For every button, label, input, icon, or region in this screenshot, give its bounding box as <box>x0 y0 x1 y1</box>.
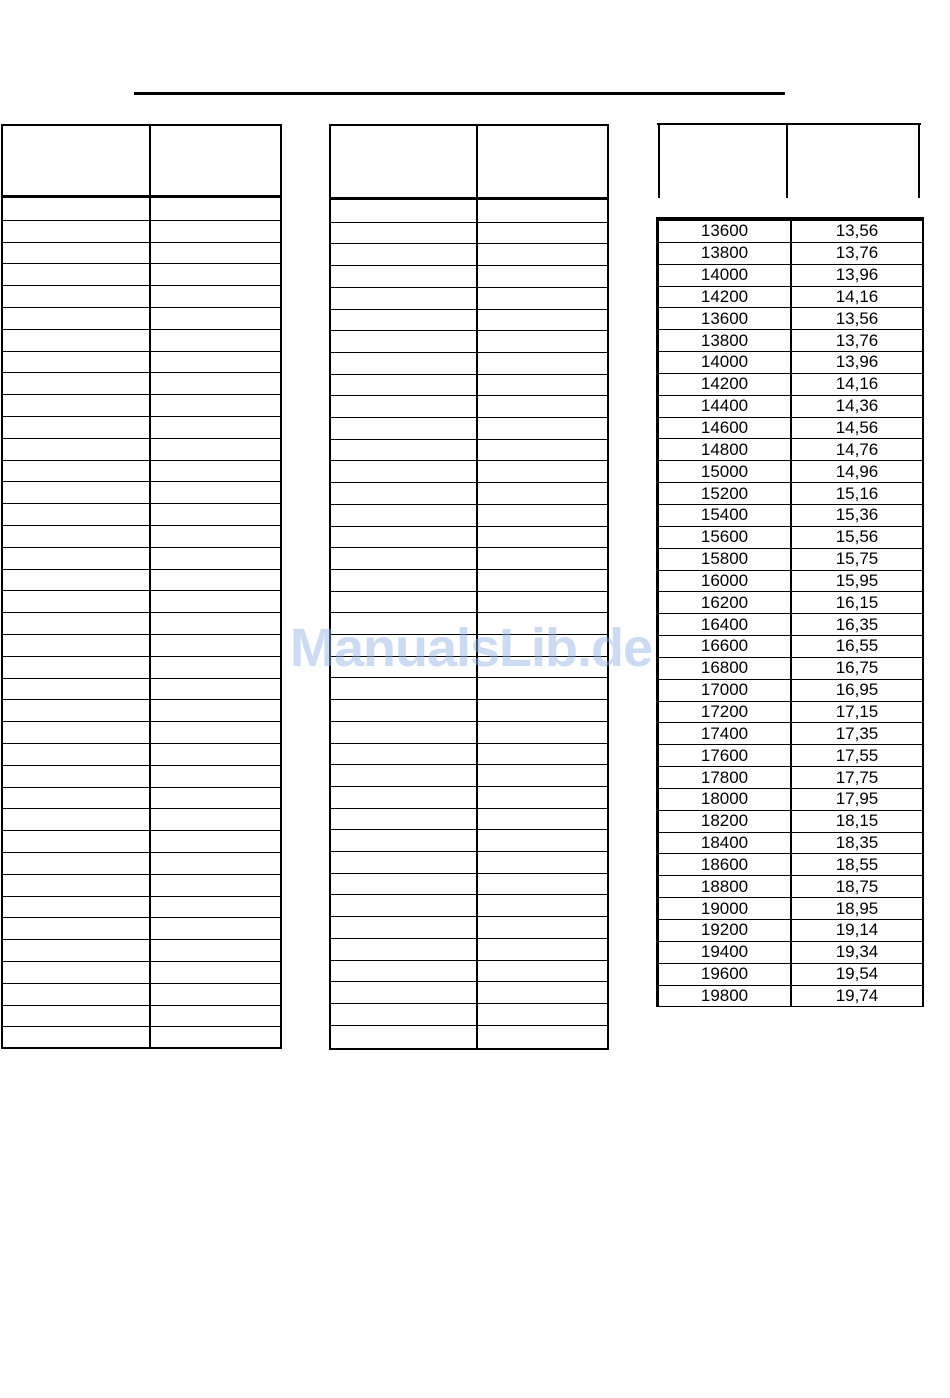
value-cell-a: 19600 <box>658 963 792 985</box>
value-cell-a: 16600 <box>658 636 792 658</box>
row-divider <box>3 394 280 395</box>
row-divider <box>331 1025 607 1026</box>
value-cell-b: 14,16 <box>791 286 923 308</box>
table-row <box>658 701 924 723</box>
value-cell-a: 15000 <box>658 461 792 483</box>
table-row <box>658 788 924 810</box>
row-divider <box>3 307 280 308</box>
row-divider <box>3 787 280 788</box>
value-cell-a: 17800 <box>658 767 792 789</box>
row-divider <box>331 916 607 917</box>
row-divider <box>331 851 607 852</box>
table-row <box>658 679 924 701</box>
right-table-header <box>657 123 921 198</box>
value-cell-a: 19400 <box>658 941 792 963</box>
value-cell-a: 14200 <box>658 286 792 308</box>
row-divider <box>331 460 607 461</box>
row-divider <box>331 938 607 939</box>
row-divider <box>331 374 607 375</box>
row-divider <box>3 939 280 940</box>
right-header-divider <box>918 125 920 198</box>
row-divider <box>331 743 607 744</box>
right-header-divider <box>786 125 788 198</box>
value-cell-a: 15400 <box>658 504 792 526</box>
value-cell-b: 19,74 <box>791 985 923 1007</box>
value-cell-a: 15200 <box>658 483 792 505</box>
row-divider <box>3 743 280 744</box>
row-divider <box>331 417 607 418</box>
value-cell-b: 13,76 <box>791 242 923 264</box>
row-divider <box>3 896 280 897</box>
row-divider <box>3 242 280 243</box>
row-divider <box>331 482 607 483</box>
row-divider <box>3 1026 280 1027</box>
row-divider <box>3 612 280 613</box>
table-row <box>658 614 924 636</box>
row-divider <box>3 547 280 548</box>
table-row <box>658 526 924 548</box>
value-cell-b: 14,76 <box>791 439 923 461</box>
value-cell-a: 13600 <box>658 308 792 330</box>
row-divider <box>331 243 607 244</box>
row-divider <box>3 678 280 679</box>
middle-empty-table <box>329 124 609 1050</box>
value-cell-a: 14000 <box>658 264 792 286</box>
row-divider <box>3 656 280 657</box>
value-cell-b: 14,36 <box>791 395 923 417</box>
row-divider <box>331 569 607 570</box>
row-divider <box>331 894 607 895</box>
table-row <box>658 941 924 963</box>
value-cell-a: 18200 <box>658 810 792 832</box>
row-divider <box>331 309 607 310</box>
row-divider <box>3 460 280 461</box>
table-row <box>658 308 924 330</box>
value-cell-b: 16,15 <box>791 592 923 614</box>
value-cell-a: 18000 <box>658 788 792 810</box>
row-divider <box>3 874 280 875</box>
row-divider <box>3 220 280 221</box>
value-cell-a: 17000 <box>658 679 792 701</box>
row-divider <box>331 764 607 765</box>
row-divider <box>331 591 607 592</box>
row-divider <box>331 699 607 700</box>
value-cell-a: 18800 <box>658 876 792 898</box>
value-cell-b: 13,96 <box>791 264 923 286</box>
value-cell-a: 16800 <box>658 657 792 679</box>
value-cell-a: 13800 <box>658 330 792 352</box>
value-cell-a: 16200 <box>658 592 792 614</box>
value-cell-b: 13,56 <box>791 308 923 330</box>
row-divider <box>331 873 607 874</box>
value-cell-b: 15,75 <box>791 548 923 570</box>
value-cell-b: 16,35 <box>791 614 923 636</box>
table-row <box>658 570 924 592</box>
row-divider <box>3 830 280 831</box>
value-cell-b: 19,14 <box>791 920 923 942</box>
row-divider <box>3 699 280 700</box>
table-row <box>658 810 924 832</box>
row-divider <box>3 569 280 570</box>
value-cell-b: 15,16 <box>791 483 923 505</box>
table-row <box>658 657 924 679</box>
row-divider <box>3 263 280 264</box>
row-divider <box>331 504 607 505</box>
row-divider <box>3 525 280 526</box>
header-divider <box>3 195 280 198</box>
value-cell-b: 14,56 <box>791 417 923 439</box>
value-cell-a: 19800 <box>658 985 792 1007</box>
table-row <box>658 439 924 461</box>
row-divider <box>331 829 607 830</box>
row-divider <box>3 351 280 352</box>
row-divider <box>3 765 280 766</box>
value-cell-b: 13,56 <box>791 219 923 242</box>
value-cell-b: 14,16 <box>791 373 923 395</box>
value-cell-b: 19,34 <box>791 941 923 963</box>
table-row <box>658 832 924 854</box>
table-row <box>658 395 924 417</box>
row-divider <box>3 438 280 439</box>
row-divider <box>3 590 280 591</box>
value-cell-a: 17600 <box>658 745 792 767</box>
table-row <box>658 264 924 286</box>
row-divider <box>331 287 607 288</box>
table-row <box>658 352 924 374</box>
value-cell-a: 15800 <box>658 548 792 570</box>
value-cell-b: 13,76 <box>791 330 923 352</box>
title-underline <box>134 92 785 95</box>
value-cell-a: 17400 <box>658 723 792 745</box>
table-row <box>658 483 924 505</box>
value-cell-b: 16,75 <box>791 657 923 679</box>
row-divider <box>3 416 280 417</box>
value-cell-b: 18,95 <box>791 898 923 920</box>
table-row <box>658 242 924 264</box>
table-row <box>658 723 924 745</box>
value-cell-b: 19,54 <box>791 963 923 985</box>
table-row <box>658 373 924 395</box>
value-cell-a: 15600 <box>658 526 792 548</box>
table-row <box>658 745 924 767</box>
table-row <box>658 854 924 876</box>
row-divider <box>331 330 607 331</box>
value-cell-b: 17,55 <box>791 745 923 767</box>
row-divider <box>3 634 280 635</box>
row-divider <box>3 808 280 809</box>
table-row <box>658 461 924 483</box>
row-divider <box>331 222 607 223</box>
row-divider <box>331 352 607 353</box>
table-row <box>658 985 924 1007</box>
value-cell-b: 15,95 <box>791 570 923 592</box>
table-row <box>658 592 924 614</box>
value-cell-a: 16000 <box>658 570 792 592</box>
right-data-table <box>656 217 924 1007</box>
value-cell-a: 13600 <box>658 219 792 242</box>
table-row <box>658 417 924 439</box>
value-cell-a: 17200 <box>658 701 792 723</box>
table-row <box>658 876 924 898</box>
table-row <box>658 548 924 570</box>
value-cell-b: 18,75 <box>791 876 923 898</box>
table-row <box>658 504 924 526</box>
table-row <box>658 963 924 985</box>
table-row <box>658 767 924 789</box>
row-divider <box>3 852 280 853</box>
value-cell-b: 18,35 <box>791 832 923 854</box>
right-header-divider <box>658 125 660 198</box>
row-divider <box>331 547 607 548</box>
row-divider <box>331 612 607 613</box>
row-divider <box>3 983 280 984</box>
value-cell-b: 14,96 <box>791 461 923 483</box>
row-divider <box>3 503 280 504</box>
row-divider <box>3 917 280 918</box>
value-cell-a: 14400 <box>658 395 792 417</box>
value-cell-a: 18400 <box>658 832 792 854</box>
value-cell-a: 14600 <box>658 417 792 439</box>
table-row <box>658 219 924 242</box>
header-divider <box>331 197 607 200</box>
value-cell-a: 14200 <box>658 373 792 395</box>
row-divider <box>3 372 280 373</box>
value-cell-b: 17,15 <box>791 701 923 723</box>
value-cell-b: 13,96 <box>791 352 923 374</box>
value-cell-b: 16,95 <box>791 679 923 701</box>
row-divider <box>331 960 607 961</box>
table-row <box>658 920 924 942</box>
table-row <box>658 330 924 352</box>
value-cell-b: 18,15 <box>791 810 923 832</box>
table-row <box>658 898 924 920</box>
value-cell-a: 18600 <box>658 854 792 876</box>
value-cell-b: 17,75 <box>791 767 923 789</box>
value-cell-b: 18,55 <box>791 854 923 876</box>
value-cell-a: 14000 <box>658 352 792 374</box>
row-divider <box>331 721 607 722</box>
row-divider <box>331 981 607 982</box>
value-cell-a: 19200 <box>658 920 792 942</box>
row-divider <box>331 526 607 527</box>
row-divider <box>3 285 280 286</box>
row-divider <box>3 329 280 330</box>
value-cell-a: 14800 <box>658 439 792 461</box>
value-cell-b: 16,55 <box>791 636 923 658</box>
value-cell-b: 15,36 <box>791 504 923 526</box>
value-cell-b: 17,95 <box>791 788 923 810</box>
row-divider <box>331 265 607 266</box>
value-cell-a: 16400 <box>658 614 792 636</box>
row-divider <box>331 395 607 396</box>
row-divider <box>331 439 607 440</box>
row-divider <box>3 481 280 482</box>
row-divider <box>3 721 280 722</box>
row-divider <box>331 1003 607 1004</box>
table-row <box>658 636 924 658</box>
value-cell-a: 13800 <box>658 242 792 264</box>
row-divider <box>3 1005 280 1006</box>
row-divider <box>331 808 607 809</box>
value-cell-b: 17,35 <box>791 723 923 745</box>
left-empty-table <box>1 124 282 1049</box>
row-divider <box>331 786 607 787</box>
table-row <box>658 286 924 308</box>
value-cell-a: 19000 <box>658 898 792 920</box>
watermark: ManualsLib.de <box>290 618 653 678</box>
value-cell-b: 15,56 <box>791 526 923 548</box>
row-divider <box>3 961 280 962</box>
